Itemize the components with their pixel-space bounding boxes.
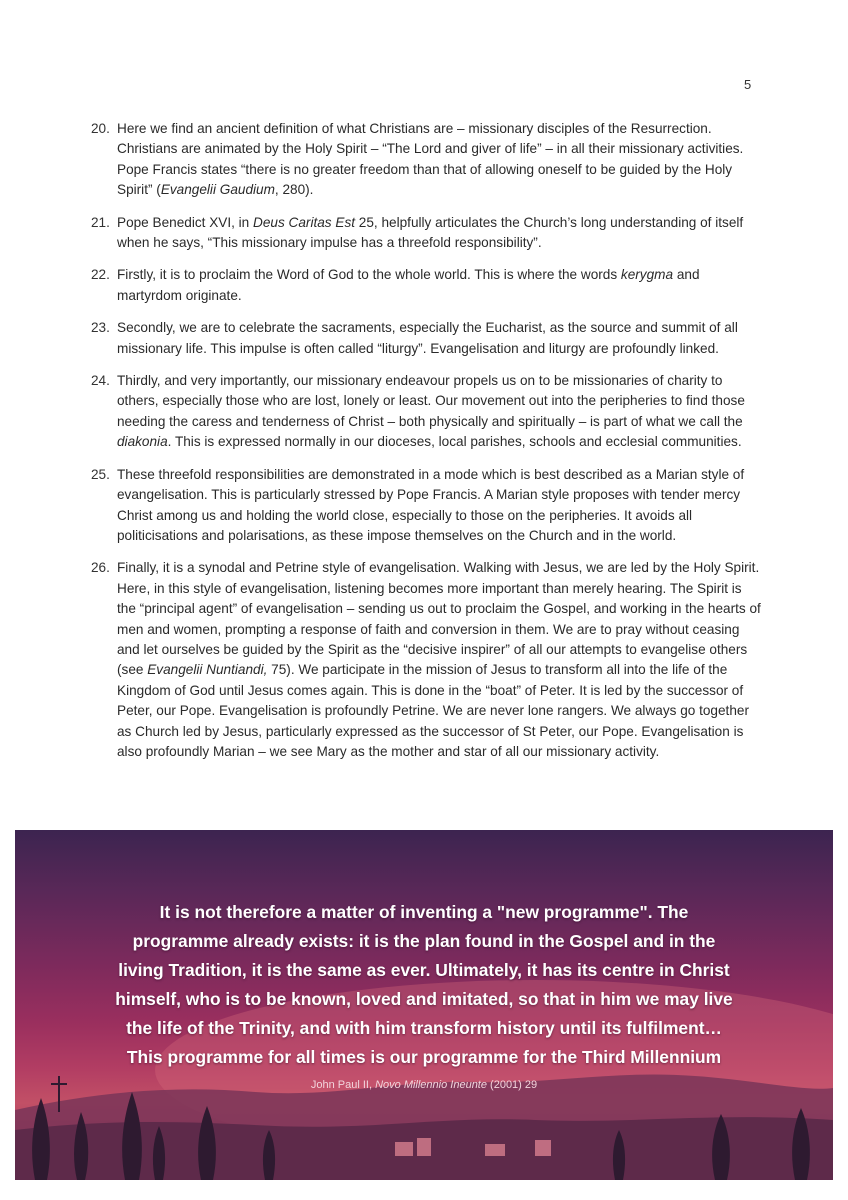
text-segment: John Paul II,	[310, 1079, 376, 1091]
text-segment: (2001) 29	[486, 1079, 538, 1091]
paragraph-number: 23.	[91, 320, 110, 336]
italic-title: kerygma	[620, 267, 674, 283]
paragraph-item	[91, 465, 761, 547]
text-segment: 75). We participate in the mission of Jesus to transform all into the life of the Kingdom of God until Jesus comes again. This is done in the “boat” of Peter. It is led by the successor of Peter, our Pope. Evangelisation is profoundly Petrine. We are never lone rangers. We always go together as Church led by Jesus, particularly expressed as the successor of St Peter, our Pope. Evangelisation is also profoundly Marian – we see Mary as the mother and star of all our missionary activity.	[117, 662, 749, 759]
paragraph-number: 26.	[91, 560, 110, 576]
italic-title: Novo Millennio Ineunte	[375, 1079, 487, 1091]
paragraph-number: 25.	[91, 466, 110, 482]
paragraph-text	[117, 213, 761, 254]
italic-title: diakonia	[117, 434, 168, 450]
paragraph-text	[117, 465, 761, 547]
text-segment: . This is expressed normally in our dioceses, local parishes, schools and ecclesial communities.	[167, 434, 742, 450]
quote-line: This programme for all times is our programme for the Third Millennium	[126, 1047, 722, 1067]
paragraph-text	[117, 558, 761, 762]
page-number: 5	[744, 77, 752, 92]
paragraph-item	[91, 119, 761, 201]
italic-title: Evangelii Gaudium	[160, 182, 275, 198]
text-segment: Pope Benedict XVI, in	[117, 214, 254, 230]
text-segment: These threefold responsibilities are demonstrated in a mode which is best described as a Marian style of evangelisation. This is particularly stressed by Pope Francis. A Marian style proposes with tender mercy Christ among us and holding the world close, especially to those on the peripheries. It avoids all politicisations and polarisations, as these impose themselves on the Church and in the world.	[117, 466, 745, 543]
paragraph-number: 21.	[91, 214, 110, 230]
quote-line: programme already exists: it is the plan found in the Gospel and in the	[132, 931, 716, 951]
quote-text	[75, 898, 773, 1072]
paragraph-number: 22.	[91, 267, 110, 283]
quote-line: It is not therefore a matter of inventing a "new programme". The	[159, 902, 689, 922]
quote-line: living Tradition, it is the same as ever. Ultimately, it has its centre in Christ	[118, 960, 730, 980]
text-segment: , 280).	[274, 182, 314, 198]
paragraph-text	[117, 318, 761, 359]
paragraph-item	[91, 213, 761, 254]
paragraph-number: 24.	[91, 373, 110, 389]
quote-banner	[15, 830, 833, 1180]
text-segment: Firstly, it is to proclaim the Word of God to the whole world. This is where the words	[117, 267, 621, 283]
paragraph-item	[91, 558, 761, 762]
text-segment: and martyrdom originate.	[117, 267, 700, 303]
text-segment: Secondly, we are to celebrate the sacraments, especially the Eucharist, as the source and summit of all missionary life. This impulse is often called “liturgy”. Evangelisation and liturgy are profoundly linked.	[117, 320, 738, 356]
text-segment: Finally, it is a synodal and Petrine style of evangelisation. Walking with Jesus, we are led by the Holy Spirit. Here, in this style of evangelisation, listening becomes more important than merely hearing. The Spirit is the “principal agent” of evangelisation – sending us out to proclaim the Gospel, and working in the hearts of men and women, prompting a response of faith and conversion in them. We are to pray without ceasing and let ourselves be guided by the Spirit as the “decisive inspirer” of all our attempts to evangelise others (see	[117, 560, 761, 678]
text-segment: Here we find an ancient definition of what Christians are – missionary disciples of the Resurrection. Christians are animated by the Holy Spirit – “The Lord and giver of life” – in all their missionary activities. Pope Francis states “there is no greater freedom than that of allowing oneself to be guided by the Holy Spirit” (	[117, 121, 744, 198]
paragraph-item	[91, 265, 761, 306]
paragraph-text	[117, 265, 761, 306]
text-segment: 25, helpfully articulates the Church’s long understanding of itself when he says, “This missionary impulse has a threefold responsibility”.	[117, 214, 744, 251]
quote-line: the life of the Trinity, and with him transform history until its fulfilment…	[126, 1018, 722, 1038]
italic-title: Evangelii Nuntiandi,	[147, 662, 268, 678]
paragraph-text	[117, 119, 761, 201]
paragraph-text	[117, 371, 761, 453]
paragraph-item	[91, 371, 761, 453]
italic-title: Deus Caritas Est	[253, 214, 356, 230]
quote-attribution	[15, 1079, 833, 1091]
paragraph-number: 20.	[91, 121, 110, 136]
quote-line: himself, who is to be known, loved and imitated, so that in him we may live	[115, 989, 733, 1009]
paragraph-item	[91, 318, 761, 359]
numbered-paragraph-list	[91, 119, 761, 774]
text-segment: Thirdly, and very importantly, our missionary endeavour propels us on to be missionaries of charity to others, especially those who are lost, lonely or least. Our movement out into the peripheries to find those needing the caress and tenderness of Christ – both physically and spiritually – is part of what we call the	[117, 373, 745, 429]
